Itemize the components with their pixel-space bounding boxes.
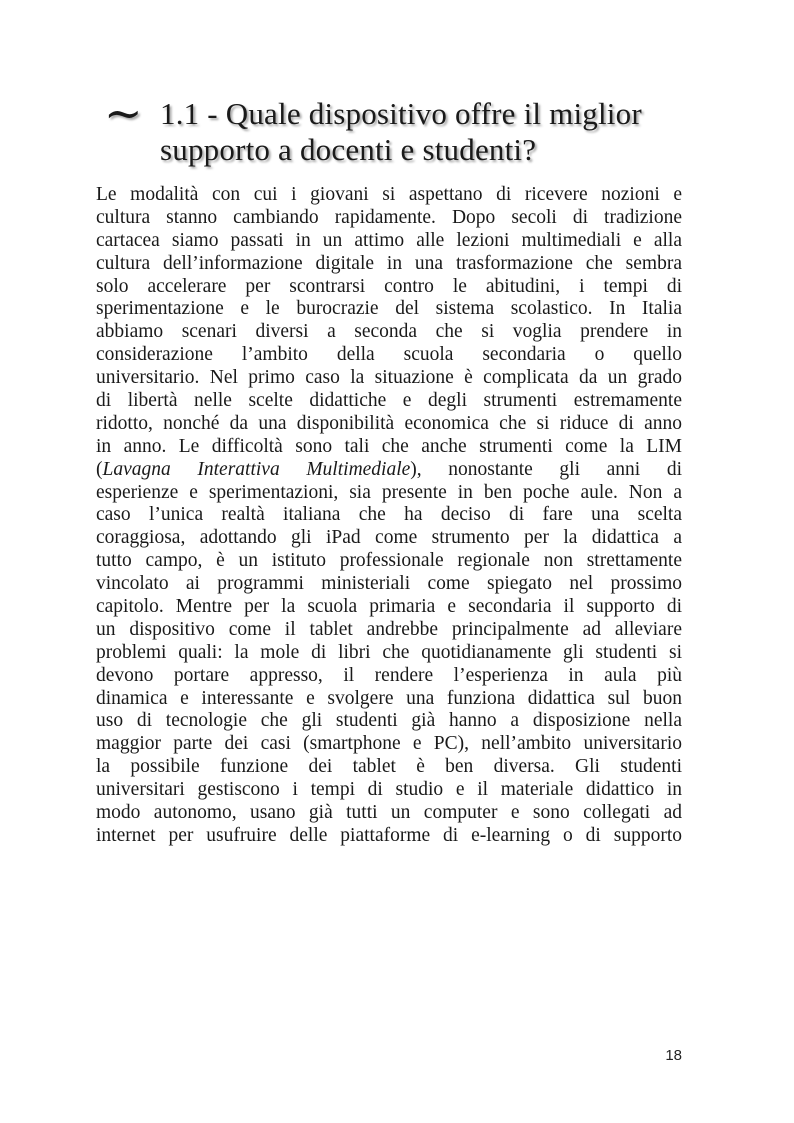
text-line: la possibile funzione dei tablet è ben diversa. Gli studenti — [96, 756, 682, 778]
text-line: cartacea siamo passati in un attimo alle lezioni multimediali e alla — [96, 229, 682, 251]
text-line-lim — [96, 459, 682, 482]
text-line: dinamica e interessante e svolgere una funziona didattica sul buon — [96, 687, 682, 709]
text-line: cultura stanno cambiando rapidamente. Dopo secoli di tradizione — [96, 206, 682, 228]
text-line: maggior parte dei casi (smartphone e PC), nell’ambito universitario — [96, 733, 682, 755]
text-line: capitolo. Mentre per la scuola primaria e secondaria il supporto di — [96, 596, 682, 618]
text-line: solo accelerare per scontrarsi contro le abitudini, i tempi di — [96, 275, 682, 297]
text-line: modo autonomo, usano già tutti un computer e sono collegati ad — [96, 802, 682, 824]
text-line: tutto campo, è un istituto professionale regionale non strettamente — [96, 550, 682, 572]
text-line: sperimentazione e le burocrazie del sistema scolastico. In Italia — [96, 298, 682, 320]
text-line: in anno. Le difficoltà sono tali che anche strumenti come la LIM — [96, 435, 682, 457]
text-line: ridotto, nonché da una disponibilità economica che si riduce di anno — [96, 412, 682, 434]
tilde-ornament-icon: ~ — [104, 86, 143, 140]
text-line: internet per usufruire delle piattaforme di e-learning o di supporto — [96, 824, 682, 846]
text-line: universitari gestiscono i tempi di studio e il materiale didattico in — [96, 779, 682, 801]
text-line: caso l’unica realtà italiana che ha deciso di fare una scelta — [96, 504, 682, 526]
text-line: devono portare appresso, il rendere l’esperienza in aula più — [96, 664, 682, 686]
text-line: uso di tecnologie che gli studenti già hanno a disposizione nella — [96, 710, 682, 732]
text-line: vincolato ai programmi ministeriali come spiegato nel prossimo — [96, 573, 682, 595]
page-number: 18 — [665, 1047, 682, 1064]
text-line: universitario. Nel primo caso la situazione è complicata da un grado — [96, 367, 682, 389]
text-line: cultura dell’informazione digitale in una trasformazione che sembra — [96, 252, 682, 274]
text-line: un dispositivo come il tablet andrebbe principalmente ad alleviare — [96, 618, 682, 640]
text-line: considerazione l’ambito della scuola secondaria o quello — [96, 344, 682, 366]
section-title-line-2: supporto a docenti e studenti? — [160, 132, 537, 167]
text-line: coraggiosa, adottando gli iPad come strumento per la didattica a — [96, 527, 682, 549]
text-line: esperienze e sperimentazioni, sia presente in ben poche aule. Non a — [96, 481, 682, 503]
section-title-line-1: 1.1 - Quale dispositivo offre il miglior — [160, 96, 642, 131]
body-paragraph — [96, 184, 682, 848]
section-title — [160, 96, 642, 168]
lim-open: ( — [96, 458, 103, 480]
text-line: problemi quali: la mole di libri che quotidianamente gli studenti si — [96, 641, 682, 663]
text-line: Le modalità con cui i giovani si aspettano di ricevere nozioni e — [96, 184, 682, 205]
lim-rest: ), nonostante gli anni di — [410, 458, 682, 480]
text-line: di libertà nelle scelte didattiche e degli strumenti estremamente — [96, 390, 682, 412]
text-line: abbiamo scenari diversi a seconda che si voglia prendere in — [96, 321, 682, 343]
lim-expansion: Lavagna Interattiva Multimediale — [102, 458, 411, 480]
chapter-heading — [104, 86, 704, 168]
